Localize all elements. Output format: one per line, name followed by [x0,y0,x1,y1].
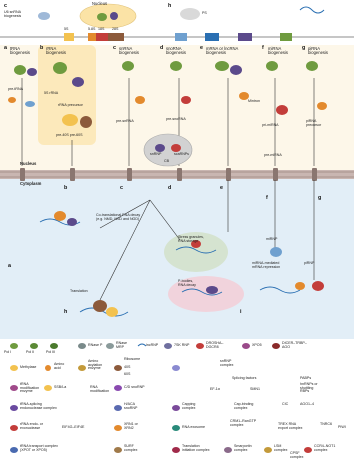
panel-b-sub: 5S rRNA [44,91,59,95]
legend-splicing: Splicing factors [232,376,257,380]
legend-eif: EIF4G–EIF4E [62,425,85,429]
legend-trme: tRNA modification enzyme [20,382,40,394]
pbody-label: P-bodies, RNA decay [178,279,196,287]
pirnp-label: piRNP [304,261,315,265]
gene-18s: 18S [98,27,105,31]
legend-pabps: PABPs [300,376,312,380]
legend-hnrnp: hnRNPs or shuttling RBPs [300,382,318,394]
cyto-letter-a: a [8,263,11,269]
panel-c-letter: c [113,45,116,51]
cyto-letter-f: f [266,195,268,201]
panel-h-top-letter: h [168,3,172,9]
panel-e-sub: Mintron [248,99,260,103]
cyto-letter-b: b [64,185,68,191]
legend-methylase: Methylase [20,365,37,369]
panel-b-label: rRNA biogenesis [46,46,67,56]
cyto-letter-c: c [120,185,123,191]
panel-e-letter: e [200,45,203,51]
legend-ccr4: CCR4–NOT1 complex [314,444,336,452]
legend-trnc: TNRC6 [320,422,332,426]
gene-58s: 5.8S [88,27,96,31]
cyto-letter-h: h [64,309,68,315]
cytoplasm-label: Cytoplasm [20,181,42,186]
panel-c-sub: pre-snRNA [116,119,134,123]
legend-capping: Capping complex [182,402,196,410]
panel-f-sub: pri-miRNA [262,123,279,127]
panel-g-letter: g [302,45,306,51]
legend-efs: EF-1α [210,387,220,391]
panel-a-sub: pre-tRNA [8,87,23,91]
legend-rnasep: RNase P [88,343,103,347]
legend-cd: C/D snoRNP [124,385,145,389]
cb-scarnp: scaRNPs [174,152,189,156]
panel-f-label: miRNA biogenesis [268,46,289,56]
legend-7sk: 7SK RNP [174,343,190,347]
cyto-letter-d: d [168,185,172,191]
u6-label: U6 snRNA biogenesis [4,10,22,18]
legend-dicer: DICER–TRBP– AGO [282,341,307,349]
legend-xpo5: XPO5 [252,343,262,347]
panel-c-top-letter: c [4,3,7,9]
legend-tec: tRNA transport complex (XPOT or XPO5) [20,444,58,452]
panel-a-label: tRNA biogenesis [10,46,31,56]
cyto-letter-i: i [240,309,242,315]
gene-5s: 5S [64,27,69,31]
legend-ago: AGO1–4 [300,402,314,406]
legend-ribosome: Ribosome [124,357,141,361]
panel-d-letter: d [160,45,164,51]
gene-28s: 28S [112,27,119,31]
legend-exo: RNA exosome [182,425,205,429]
panel-f-letter: f [262,45,264,51]
legend-xrn: XRN1 or XRN2 [124,422,138,430]
ps-label: PS [202,11,207,15]
legend-60s: 60S [124,372,131,376]
ps-nucleus-icon [180,8,200,20]
legend-drosha: DROSHA– DGCR8 [206,341,224,349]
legend-tic: Translation initiation complex [182,444,210,452]
legend-capbind: Cap-binding complex [234,402,254,410]
cb-snrnp: snRNP [150,152,162,156]
panel-e-label: mRNA or lncRNA biogenesis [206,46,239,56]
legend-rnamod: RNA modification [90,385,110,393]
legend-hacand: H/ACA snoRNP [124,402,138,410]
panel-f-sub2: pre-miRNA [264,153,282,157]
legend-lsm: LSM complex [274,444,288,452]
nucleus-label: Nucleus [20,161,37,166]
legend-lncrnp: lncRNP [146,343,159,347]
legend-cic: CIC [282,402,289,406]
legend-crm1: CRM1–RanGTP complex [230,419,257,427]
legend-surf: SURF complex [124,444,138,452]
mirnp-label: miRNP [266,237,278,241]
panel-c-label: snRNA biogenesis [119,46,140,56]
panel-b-letter: b [40,45,44,51]
legend-40s: 40S [124,365,131,369]
translation-label: Translation [70,289,88,293]
legend-snrnp: snRNP complex [220,359,234,367]
legend-amino: Amino acid [54,362,65,370]
panel-g-label: piRNA biogenesis [308,46,329,56]
panel-b-sub2: rRNA precursor [58,103,83,107]
legend-pol1: Pol I [4,350,12,354]
cb-label: CB [164,159,169,163]
legend-cpsf: CPSF complex [290,451,304,459]
mirna-mediated-label: miRNA-mediated mRNA repression [252,261,281,269]
panel-b-sub3: pre-40S pre-60S [56,133,83,137]
legend-trex: TREX RNA export complex [278,422,303,430]
cyto-letter-e: e [220,185,223,191]
panel-d-label: snoRNA biogenesis [166,46,187,56]
nucleus-top-label: Nucleus [92,1,108,6]
legend-rnasemrp: RNase MRP [116,341,127,349]
crd-label: Co-translational RNA decay (e.g. NMD, NSD and NGD) [96,213,141,221]
legend-rrnaendo: rRNA endo- or exonuclease [20,422,43,430]
cyto-letter-g: g [318,195,322,201]
legend-smp: Smarportin complex [234,444,252,452]
legend-ssb: SSB/La [54,385,67,389]
legend-trsec: tRNA-splicing endonuclease complex [20,402,57,410]
legend-smn: SMN1 [250,387,260,391]
legend-piwi: PIWI [338,425,346,429]
legend-aae: Amino acylation enzyme [88,359,103,371]
legend-pol2: Pol II [26,350,35,354]
legend-pol3: Pol III [46,350,56,354]
stress-label: Stress granules, RNA storage [178,235,204,243]
panel-d-sub: pre-snoRNA [166,117,186,121]
panel-a-letter: a [4,45,7,51]
panel-g-sub: piRNA precursor [306,119,322,127]
